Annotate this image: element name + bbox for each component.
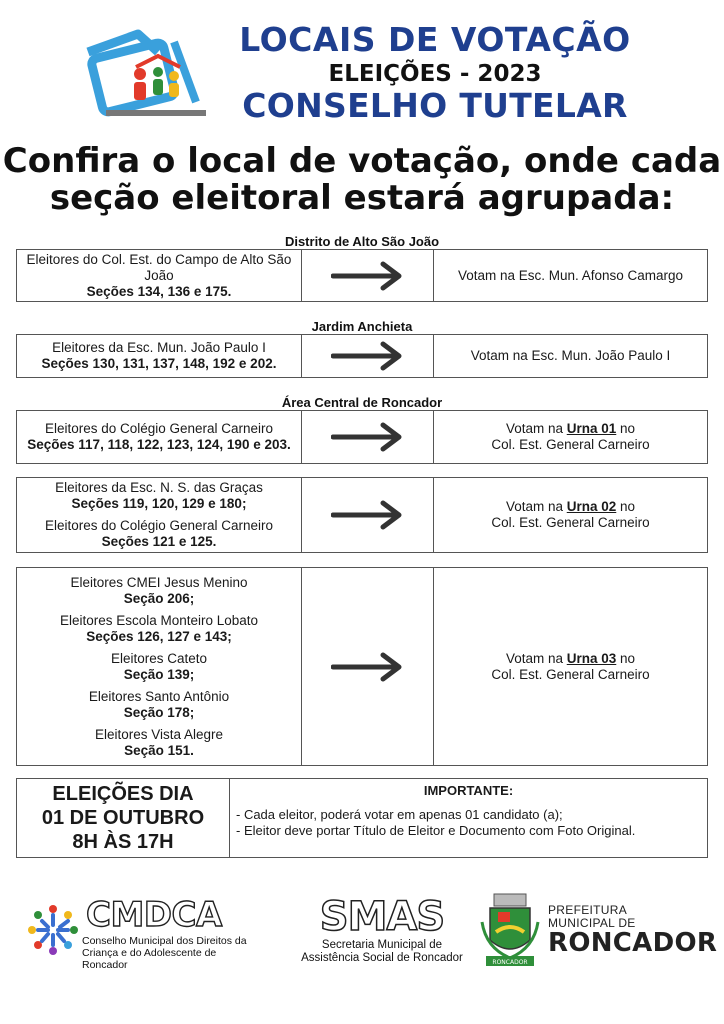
- origin-text: Eleitores Santo Antônio: [88, 688, 230, 704]
- arrow-cell: [302, 411, 434, 463]
- cmdca-desc-line-1: Conselho Municipal dos Direitos da: [82, 935, 247, 947]
- section-numbers: Seções 117, 118, 122, 123, 124, 190 e 203.: [27, 437, 291, 452]
- time-range: 8H ÀS 17H: [72, 831, 174, 853]
- prefeitura-line-1: PREFEITURA: [548, 903, 628, 917]
- smas-description: [292, 939, 472, 965]
- city-crest-icon: [478, 892, 542, 972]
- section-numbers: Seção 206;: [123, 590, 195, 606]
- headline-line-1: Confira o local de votação, onde cada: [2, 141, 722, 181]
- note-2: - Eleitor deve portar Título de Eleitor e Documento com Foto Original.: [236, 823, 636, 838]
- right-arrow-icon: [331, 500, 405, 530]
- destination-cell: [434, 568, 707, 765]
- destination-text: [506, 651, 635, 667]
- destination-suffix: no: [616, 421, 636, 436]
- subtitle: ELEIÇÕES - 2023: [328, 61, 542, 87]
- origin-text: Eleitores do Colégio General Carneiro: [44, 421, 274, 436]
- election-date: [17, 779, 230, 857]
- city-name: RONCADOR: [548, 928, 718, 958]
- cmdca-logo: [24, 895, 264, 971]
- right-arrow-icon: [331, 652, 405, 682]
- ballot-box-logo-icon: [78, 22, 228, 122]
- arrow-cell: [302, 335, 434, 377]
- destination-prefix: Votam na: [505, 499, 567, 514]
- note-1: - Cada eleitor, poderá votar em apenas 01 candidato (a);: [236, 807, 563, 822]
- headline-line-2: seção eleitoral estará agrupada:: [49, 178, 675, 218]
- smas-desc-line-1: Secretaria Municipal de: [321, 939, 443, 951]
- origin-text: Eleitores Escola Monteiro Lobato: [59, 612, 259, 628]
- table-row-urna-02: [16, 477, 708, 553]
- destination-school: Col. Est. General Carneiro: [491, 515, 650, 530]
- destination-text: [506, 499, 635, 515]
- right-arrow-icon: [331, 422, 405, 452]
- smas-logo: [292, 895, 472, 970]
- right-arrow-icon: [331, 341, 405, 371]
- election-info-box: [16, 778, 708, 858]
- destination-cell: [434, 478, 707, 552]
- date-line-2: 01 DE OUTUBRO: [41, 807, 205, 829]
- urna-label: Urna 01: [566, 421, 617, 436]
- origin-cell: [17, 478, 302, 552]
- origin-cell: [17, 411, 302, 463]
- destination-prefix: Votam na: [505, 650, 567, 666]
- section-title-alto: Distrito de Alto São João: [284, 234, 440, 249]
- header: [0, 0, 724, 130]
- origin-text: Eleitores Cateto: [110, 650, 208, 666]
- origin-cell: [17, 568, 302, 765]
- date-line-1: ELEIÇÕES DIA: [52, 783, 194, 805]
- table-row-urna-01: [16, 410, 708, 464]
- section-numbers: Seção 178;: [123, 704, 195, 720]
- origin-text: Eleitores da Esc. N. S. das Graças: [55, 480, 263, 495]
- destination-suffix: no: [616, 499, 636, 514]
- right-arrow-icon: [331, 261, 405, 291]
- arrow-cell: [302, 478, 434, 552]
- smas-desc-line-2: Assistência Social de Roncador: [301, 952, 463, 964]
- destination-text: Votam na Esc. Mun. Afonso Camargo: [457, 267, 684, 283]
- origin-text: Eleitores Vista Alegre: [94, 726, 224, 742]
- destination-text: [506, 421, 635, 437]
- origin-text: Eleitores do Col. Est. do Campo de Alto São João: [26, 251, 292, 283]
- title-secondary: CONSELHO TUTELAR: [242, 86, 628, 125]
- section-numbers: Seções 119, 120, 129 e 180;: [71, 496, 247, 511]
- important-notes: [230, 779, 707, 857]
- destination-school: Col. Est. General Carneiro: [491, 666, 650, 682]
- origin-cell: [17, 250, 302, 301]
- section-numbers: Seção 139;: [123, 666, 195, 682]
- prefeitura-line-2: MUNICIPAL DE: [548, 916, 636, 930]
- table-row-alto: [16, 249, 708, 302]
- arrow-cell: [302, 250, 434, 301]
- smas-name: SMAS: [319, 894, 445, 940]
- section-title-central: Área Central de Roncador: [281, 395, 443, 410]
- cmdca-desc-line-2: Criança e do Adolescente de Roncador: [82, 947, 217, 971]
- destination-suffix: no: [616, 650, 636, 666]
- origin-group: [95, 727, 223, 759]
- urna-label: Urna 02: [566, 499, 617, 514]
- origin-text: Eleitores do Colégio General Carneiro: [44, 518, 274, 533]
- section-numbers: Seções 134, 136 e 175.: [86, 283, 232, 299]
- prefeitura-logo: [478, 892, 718, 972]
- origin-group: [70, 575, 247, 607]
- table-row-anchieta: [16, 334, 708, 378]
- table-row-urna-03: [16, 567, 708, 766]
- section-title-anchieta: Jardim Anchieta: [311, 319, 413, 334]
- urna-label: Urna 03: [566, 650, 617, 666]
- origin-cell: [17, 335, 302, 377]
- origin-group: [111, 651, 207, 683]
- origin-group: [55, 480, 263, 512]
- origin-group: [45, 518, 273, 550]
- crest-label: RONCADOR: [492, 959, 528, 966]
- destination-text: Votam na Esc. Mun. João Paulo I: [470, 348, 671, 363]
- important-heading: IMPORTANTE:: [423, 783, 514, 798]
- people-circle-icon: [24, 901, 82, 959]
- origin-group: [89, 689, 229, 721]
- destination-cell: [434, 335, 707, 377]
- cmdca-name: CMDCA: [86, 895, 222, 935]
- section-numbers: Seções 126, 127 e 143;: [86, 628, 232, 644]
- section-numbers: Seções 130, 131, 137, 148, 192 e 202.: [41, 356, 277, 371]
- title: LOCAIS DE VOTAÇÃO: [239, 20, 631, 59]
- section-numbers: Seções 121 e 125.: [101, 534, 217, 549]
- origin-group: [60, 613, 258, 645]
- destination-cell: [434, 250, 707, 301]
- cmdca-description: [82, 935, 264, 971]
- arrow-cell: [302, 568, 434, 765]
- destination-cell: [434, 411, 707, 463]
- origin-text: Eleitores CMEI Jesus Menino: [70, 574, 248, 590]
- section-numbers: Seção 151.: [124, 742, 194, 758]
- origin-text: Eleitores da Esc. Mun. João Paulo I: [52, 340, 266, 355]
- destination-prefix: Votam na: [505, 421, 567, 436]
- headline: [0, 143, 724, 217]
- destination-school: Col. Est. General Carneiro: [491, 437, 650, 452]
- prefeitura-text: [548, 904, 636, 930]
